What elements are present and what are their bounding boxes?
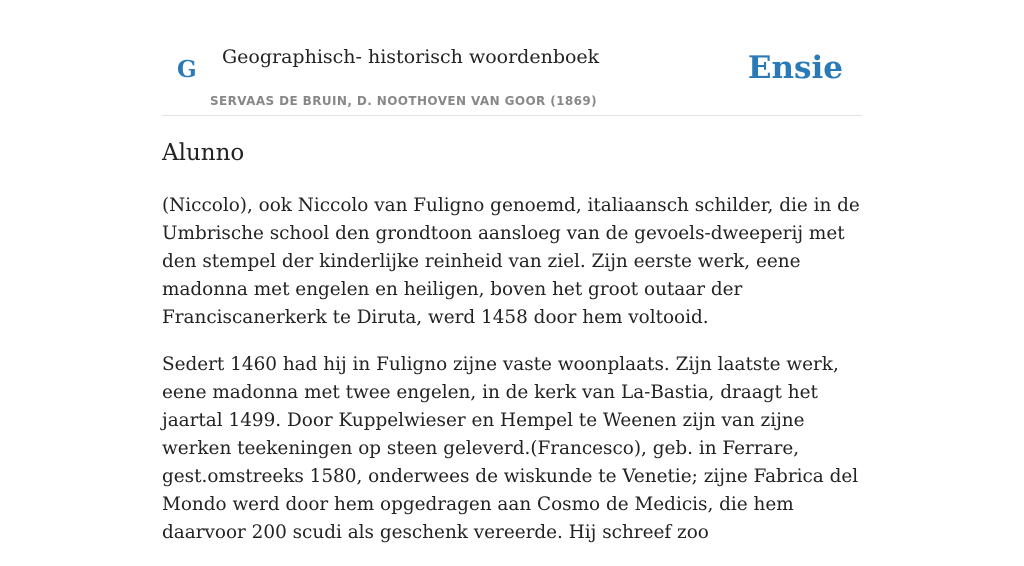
entry-paragraph: (Niccolo), ook Niccolo van Fuligno genoemd, italiaansch schilder, die in de Umbrische school den grondtoon aansloeg van de gevoels-dweeperij met den stempel der kinderlijke reinheid van ziel. Zijn eerste werk, eene madonna met engelen en heiligen, boven het groot outaar der Franciscanerkerk te Diruta, werd 1458 door hem voltooid. <box>162 195 860 328</box>
header <box>162 0 862 116</box>
book-title[interactable]: Geographisch- historisch woordenboek <box>222 46 600 68</box>
entry-paragraph: Sedert 1460 had hij in Fuligno zijne vaste woonplaats. Zijn laatste werk, eene madonna met twee engelen, in de kerk van La-Bastia, draagt het jaartal 1499. Door Kuppelwieser en Hempel te Weenen zijn van zijne werken teekeningen op steen geleverd.(Francesco), geb. in Ferrare, gest.omstreeks 1580, onderwees de wiskunde te Venetie; zijne Fabrica del Mondo werd door hem opgedragen aan Cosmo de Medicis, die hem daarvoor 200 scudi als geschenk vereerde. Hij schreef zoo <box>162 354 859 543</box>
entry-title: Alunno <box>162 140 245 166</box>
entry-content <box>162 192 868 566</box>
ensie-logo-link[interactable]: Ensie <box>747 50 843 86</box>
book-logo-icon[interactable]: G <box>177 56 197 83</box>
book-author: SERVAAS DE BRUIN, D. NOOTHOVEN VAN GOOR (1869) <box>210 94 598 108</box>
